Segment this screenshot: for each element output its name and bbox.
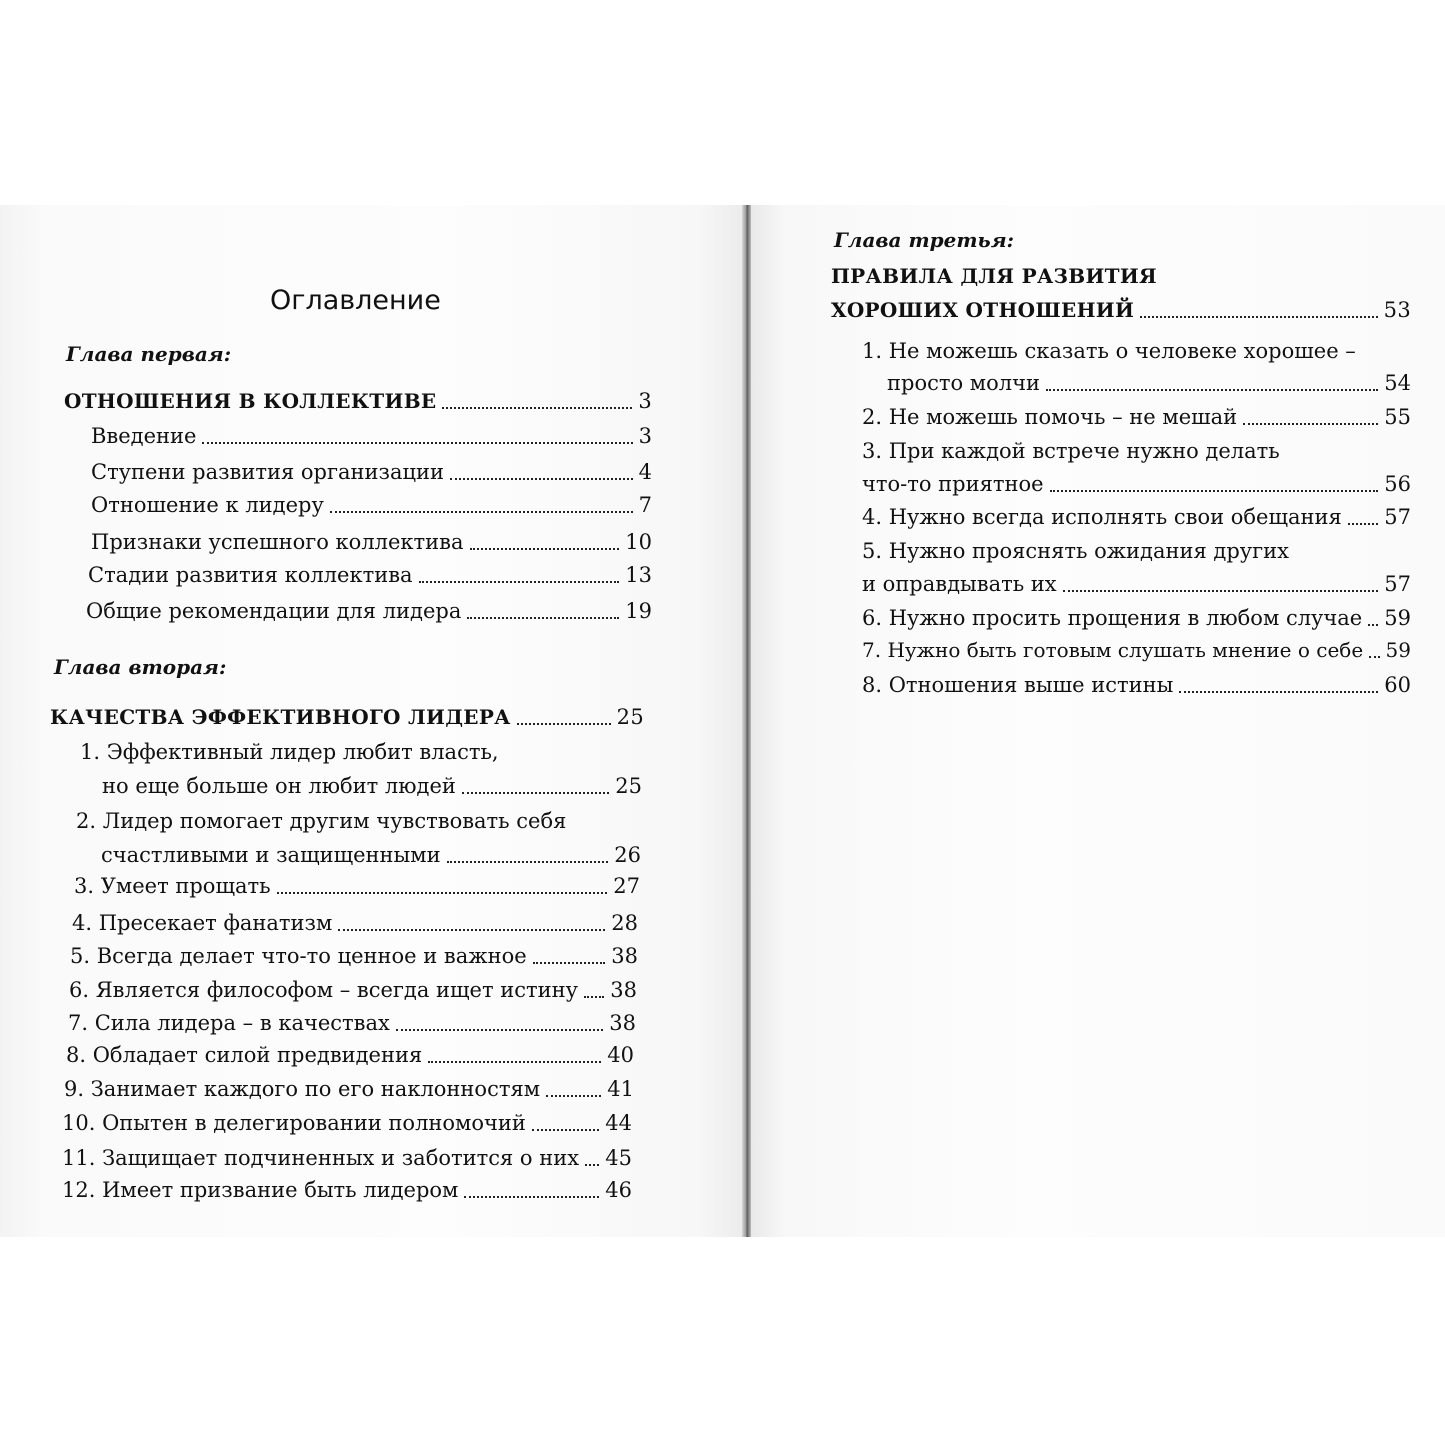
toc-entry: 2. Не можешь помочь – не мешай 55 [862, 405, 1411, 429]
chapter-1-label: Глава первая: [66, 342, 232, 366]
toc-entry: 9. Занимает каждого по его наклонностям 41 [64, 1077, 634, 1101]
chapter-3-label: Глава третья: [834, 228, 1014, 252]
toc-entry: 6. Является философом – всегда ищет истину 38 [69, 978, 637, 1002]
book-gutter [742, 205, 751, 1237]
toc-entry-line: 1. Не можешь сказать о человеке хорошее – [862, 339, 1356, 363]
toc-entry: 12. Имеет призвание быть лидером 46 [62, 1178, 632, 1202]
book-spread [0, 205, 1445, 1237]
toc-entry: 4. Пресекает фанатизм 28 [72, 911, 638, 935]
toc-entry: Общие рекомендации для лидера 19 [86, 599, 652, 623]
page-title: Оглавление [270, 285, 441, 316]
toc-entry: 8. Обладает силой предвидения 40 [66, 1043, 634, 1067]
toc-entry: Введение 3 [91, 424, 652, 448]
chapter-1-title: ОТНОШЕНИЯ В КОЛЛЕКТИВЕ [64, 389, 437, 413]
leader-dots [1140, 316, 1378, 318]
toc-entry-line: 1. Эффективный лидер любит власть, [80, 740, 499, 764]
toc-entry: Отношение к лидеру 7 [91, 493, 652, 517]
chapter-2-title-entry [50, 702, 644, 732]
toc-entry: 7. Сила лидера – в качествах 38 [68, 1011, 636, 1035]
right-page [751, 205, 1445, 1237]
chapter-2-label: Глава вторая: [54, 655, 227, 679]
chapter-2-page: 25 [616, 705, 644, 729]
left-page [0, 205, 742, 1237]
toc-entry: что-то приятное 56 [862, 472, 1411, 496]
toc-entry: и оправдывать их 57 [862, 572, 1411, 596]
toc-entry: 3. Умеет прощать 27 [74, 874, 640, 898]
toc-entry-line: 5. Нужно прояснять ожидания других [862, 539, 1289, 563]
toc-entry: 8. Отношения выше истины 60 [862, 673, 1411, 697]
toc-entry-line: 3. При каждой встрече нужно делать [862, 439, 1280, 463]
toc-entry: 6. Нужно просить прощения в любом случае 59 [862, 606, 1411, 630]
chapter-3-title: ХОРОШИХ ОТНОШЕНИЙ [831, 298, 1135, 322]
toc-entry: 5. Всегда делает что-то ценное и важное 38 [70, 944, 638, 968]
toc-entry: просто молчи 54 [887, 371, 1411, 395]
toc-entry: но еще больше он любит людей 25 [102, 774, 642, 798]
toc-entry-line: 2. Лидер помогает другим чувствовать себя [76, 809, 567, 833]
toc-entry: 7. Нужно быть готовым слушать мнение о себе 59 [862, 638, 1411, 662]
chapter-3-page: 53 [1383, 298, 1411, 322]
toc-entry: 10. Опытен в делегировании полномочий 44 [62, 1111, 632, 1135]
toc-entry: Признаки успешного коллектива 10 [91, 530, 652, 554]
leader-dots [442, 407, 632, 409]
toc-entry: счастливыми и защищенными 26 [101, 843, 641, 867]
chapter-1-page: 3 [638, 389, 652, 413]
leader-dots [517, 723, 611, 725]
toc-entry: Ступени развития организации 4 [91, 460, 652, 484]
toc-entry: Стадии развития коллектива 13 [88, 563, 652, 587]
chapter-3-title-line: ПРАВИЛА ДЛЯ РАЗВИТИЯ [831, 264, 1157, 288]
chapter-1-title-entry [64, 386, 652, 416]
toc-entry: 4. Нужно всегда исполнять свои обещания 57 [862, 505, 1411, 529]
toc-entry: 11. Защищает подчиненных и заботится о них 45 [62, 1146, 632, 1170]
chapter-3-title-entry [831, 295, 1411, 325]
chapter-2-title: КАЧЕСТВА ЭФФЕКТИВНОГО ЛИДЕРА [50, 705, 511, 729]
